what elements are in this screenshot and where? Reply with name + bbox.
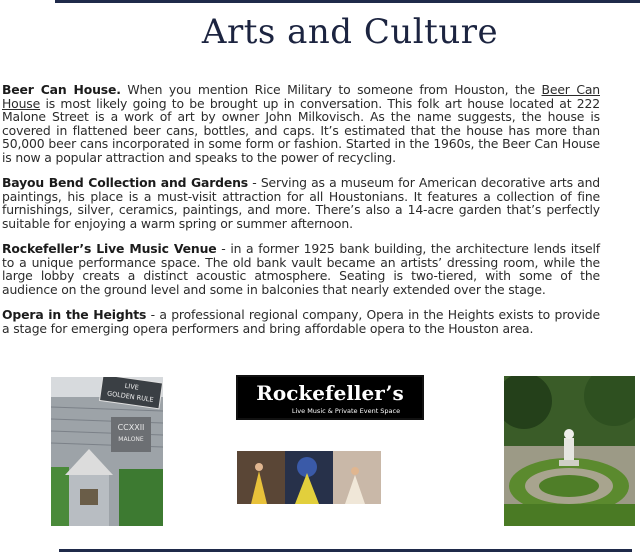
rockefellers-logo-text: Rockefeller’s (256, 381, 404, 405)
article-body (2, 83, 600, 347)
section-heading: Opera in the Heights (2, 307, 147, 322)
beer-can-house-photo (51, 377, 163, 526)
opera-collage-art (237, 451, 381, 504)
section-bayou-bend (2, 176, 600, 230)
section-text: is most likely going to be brought up in conversation. This folk art house located at 222 Malone Street is a work of art by owner John Milkovisch. As the name suggests, the house is covered in flattened beer cans, bottles, and caps. It’s estimated that the house has more than 50,000 beer cans incorporated in some form or fashion. Started in the 1960s, the Beer Can House is now a popular attraction and speaks to the power of recycling. (2, 95, 600, 165)
page-title: Arts and Culture (201, 12, 499, 52)
section-heading: Rockefeller’s Live Music Venue (2, 241, 217, 256)
section-text: When you mention Rice Military to someone from Houston, the (120, 82, 542, 97)
section-text: - a professional regional company, Opera in the Heights exists to provide a stage for emerging opera performers and bring affordable opera to the Houston area. (2, 307, 600, 336)
svg-text:CCXXII: CCXXII (117, 423, 145, 432)
rockefellers-logo-art (238, 377, 422, 418)
section-text: - Serving as a museum for American decorative arts and paintings, his place is a must-visit attraction for all Houstonians. It features a collection of fine furnishings, silver, ceramics, paintings, and more. There’s also a 14-acre garden that’s perfectly suitable for enjoying a warm spring or summer afternoon. (2, 175, 600, 231)
garden-illustration (504, 376, 635, 526)
opera-performance-photo (237, 451, 381, 504)
section-text: - in a former 1925 bank building, the architecture lends itself to a unique performance space. The old bank vault became an artists’ dressing room, while the large lobby creats a distinct acoustic atmosphere. Seating is two-tiered, with some of the audience on the ground level and some in balconies that nearly extended over the stage. (2, 241, 600, 297)
rockefellers-tagline: Live Music & Private Event Space (291, 407, 401, 415)
bottom-divider (59, 549, 632, 552)
section-heading: Bayou Bend Collection and Gardens (2, 175, 249, 190)
section-rockefellers (2, 242, 600, 296)
rockefellers-logo (236, 375, 424, 420)
section-opera-heights (2, 308, 600, 335)
beer-can-house-link[interactable]: Beer Can House (2, 82, 600, 111)
beer-can-sign-text: GOLDEN RULE (106, 389, 155, 404)
section-heading: Beer Can House. (2, 82, 121, 97)
top-divider (55, 0, 640, 3)
section-beer-can-house (2, 83, 600, 164)
beer-can-sign-text: LIVE (124, 381, 140, 392)
beer-can-house-illustration (51, 377, 163, 526)
bayou-bend-garden-photo (504, 376, 635, 526)
svg-text:MALONE: MALONE (118, 436, 144, 443)
